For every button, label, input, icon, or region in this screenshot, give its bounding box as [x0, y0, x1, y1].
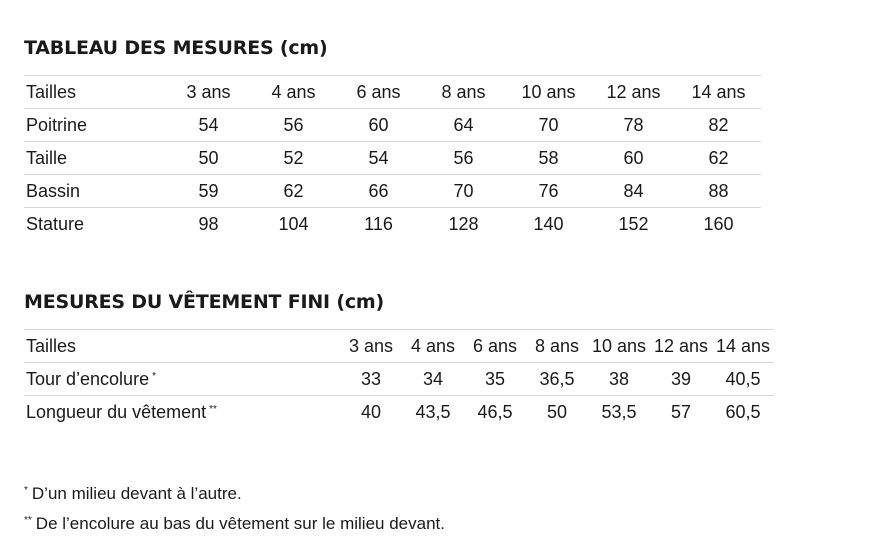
header-size: 10 ans — [588, 330, 650, 363]
cell-value: 40,5 — [712, 363, 774, 396]
table-row — [24, 396, 774, 429]
row-label: Stature — [26, 213, 85, 234]
header-size: 8 ans — [421, 76, 506, 109]
row-label: Bassin — [24, 175, 166, 208]
cell-value: 82 — [676, 109, 761, 142]
cell-value: 33 — [340, 363, 402, 396]
header-size: 10 ans — [506, 76, 591, 109]
table-row — [24, 208, 761, 241]
cell-value: 58 — [506, 142, 591, 175]
cell-value: 56 — [251, 109, 336, 142]
header-size: 6 ans — [464, 330, 526, 363]
footnote-mark: ** — [24, 515, 32, 526]
body-measurements-title: TABLEAU DES MESURES (cm) — [24, 37, 328, 59]
garment-measurements-table — [24, 329, 774, 428]
row-label: Poitrine — [24, 109, 166, 142]
cell-value: 66 — [336, 175, 421, 208]
cell-value: 46,5 — [477, 401, 513, 422]
header-label: Tailles — [24, 76, 166, 109]
cell-value: 54 — [166, 109, 251, 142]
cell-value: 128 — [448, 213, 479, 234]
table-row — [24, 175, 761, 208]
row-label-text: Longueur du vêtement — [26, 401, 207, 422]
row-label-text: Tour d’encolure — [26, 368, 150, 389]
cell-value: 52 — [251, 142, 336, 175]
footnote-text: De l’encolure au bas du vêtement sur le milieu devant. — [35, 514, 445, 533]
cell-value: 152 — [618, 213, 649, 234]
footnote — [24, 514, 445, 534]
cell-value: 116 — [364, 213, 393, 234]
header-size: 6 ans — [336, 76, 421, 109]
cell-value: 78 — [591, 109, 676, 142]
table-header-row — [24, 76, 761, 109]
cell-value: 36,5 — [526, 363, 588, 396]
header-size: 12 ans — [591, 76, 676, 109]
cell-value: 64 — [421, 109, 506, 142]
cell-value: 76 — [506, 175, 591, 208]
cell-value: 57 — [670, 401, 692, 422]
header-size: 3 ans — [340, 330, 402, 363]
header-label: Tailles — [24, 330, 340, 363]
cell-value: 60 — [336, 109, 421, 142]
header-size: 4 ans — [402, 330, 464, 363]
row-label — [24, 363, 340, 396]
cell-value: 70 — [506, 109, 591, 142]
cell-value: 34 — [402, 363, 464, 396]
cell-value: 88 — [676, 175, 761, 208]
header-size: 4 ans — [251, 76, 336, 109]
cell-value: 60,5 — [725, 401, 761, 422]
cell-value: 53,5 — [601, 401, 637, 422]
footnote-mark: * — [152, 370, 156, 382]
garment-measurements-title: MESURES DU VÊTEMENT FINI (cm) — [24, 291, 384, 313]
cell-value: 62 — [251, 175, 336, 208]
cell-value: 60 — [591, 142, 676, 175]
cell-value: 70 — [421, 175, 506, 208]
cell-value: 39 — [650, 363, 712, 396]
header-size: 14 ans — [712, 330, 774, 363]
body-measurements-table — [24, 75, 761, 240]
table-row — [24, 109, 761, 142]
cell-value: 43,5 — [415, 401, 451, 422]
header-size: 12 ans — [650, 330, 712, 363]
cell-value: 50 — [166, 142, 251, 175]
table-header-row — [24, 330, 774, 363]
cell-value: 35 — [464, 363, 526, 396]
cell-value: 50 — [546, 401, 568, 422]
cell-value: 98 — [198, 213, 219, 234]
cell-value: 40 — [360, 401, 382, 422]
header-size: 8 ans — [526, 330, 588, 363]
cell-value: 104 — [278, 213, 309, 234]
table-row — [24, 363, 774, 396]
cell-value: 140 — [533, 213, 564, 234]
header-size: 14 ans — [676, 76, 761, 109]
table-row — [24, 142, 761, 175]
cell-value: 56 — [421, 142, 506, 175]
footnote-text: D’un milieu devant à l’autre. — [31, 484, 242, 503]
cell-value: 38 — [588, 363, 650, 396]
cell-value: 160 — [703, 213, 734, 234]
cell-value: 59 — [166, 175, 251, 208]
cell-value: 62 — [676, 142, 761, 175]
header-size: 3 ans — [166, 76, 251, 109]
footnote-mark: ** — [209, 403, 217, 415]
row-label — [24, 396, 340, 429]
footnote — [24, 484, 242, 504]
cell-value: 84 — [591, 175, 676, 208]
footnote-mark: * — [24, 485, 28, 496]
row-label: Taille — [24, 142, 166, 175]
cell-value: 54 — [336, 142, 421, 175]
